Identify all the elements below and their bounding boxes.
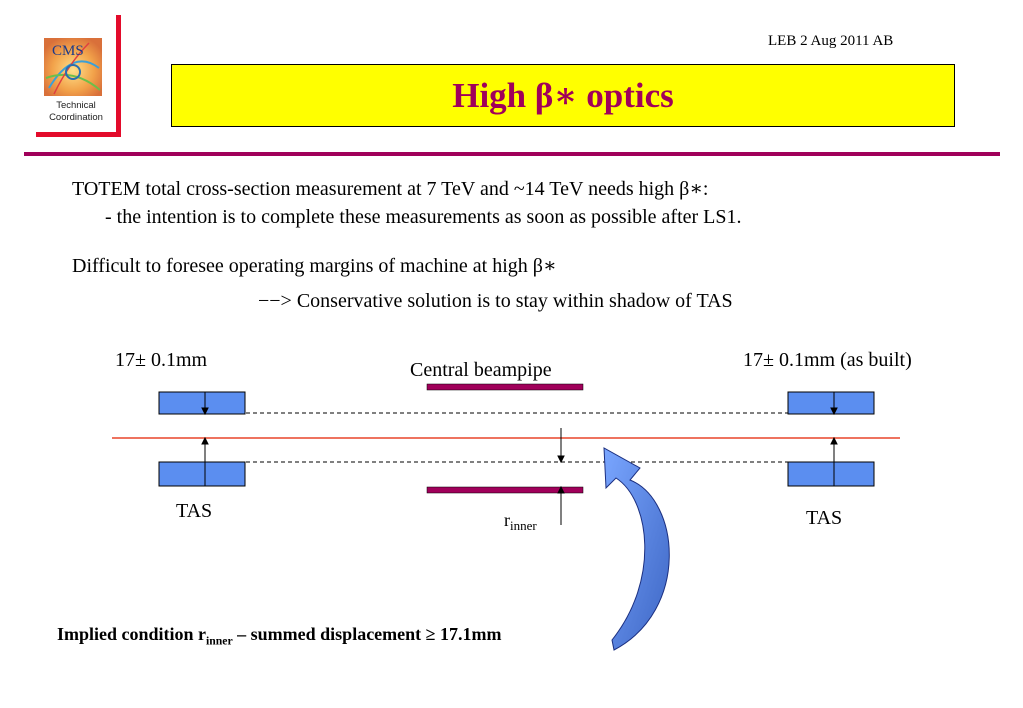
left-dimension-label: 17± 0.1mm [115,349,208,371]
tas-left-upper [159,392,245,414]
r-inner-arrows [558,428,564,525]
beampipe-label: Central beampipe [410,359,552,381]
right-dimension-label: 17± 0.1mm (as built) [743,349,912,371]
curved-arrow-icon [604,448,669,650]
left-tas-label: TAS [176,500,213,522]
logo-caption-line1: Technical [56,100,96,111]
body-line-3: Difficult to foresee operating margins of machine at high β∗ [72,255,557,277]
page-title: High β∗ optics [452,76,674,115]
right-tas-label: TAS [806,507,843,529]
r-inner-label: $r_{inner}$ [504,510,537,533]
conclusion: Implied condition $r_{inner}$ – summed displacement ≥ 17.1mm [57,624,502,648]
body-line-1: TOTEM total cross-section measurement at 7 TeV and ~14 TeV needs high β∗: [72,178,709,200]
body-line-4: −−> Conservative solution is to stay within shadow of TAS [258,290,733,312]
logo-wordmark: CMS [52,43,84,59]
tas-left-lower [159,462,245,486]
tas-right-lower [788,462,874,486]
tas-right-upper [788,392,874,414]
slide-date: LEB 2 Aug 2011 AB [768,33,894,49]
beampipe-upper [427,384,583,390]
body-line-2: - the intention is to complete these measurements as soon as possible after LS1. [105,206,742,228]
logo-caption-line2: Coordination [49,112,103,123]
